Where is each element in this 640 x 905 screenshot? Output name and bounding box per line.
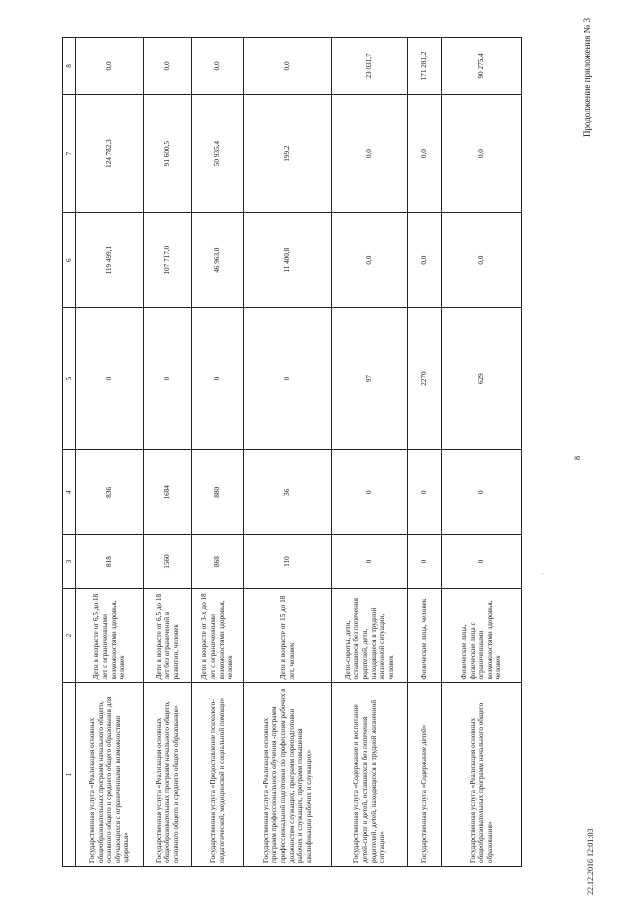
print-datetime: 22.12.2016 12:01:03 xyxy=(586,828,595,895)
cell-value: 0,0 xyxy=(76,38,144,95)
table-row xyxy=(408,38,442,867)
recipient-category: Физические лица, физические лица с ограниченными возможностями здоровья, человек xyxy=(442,588,522,683)
cell-value: 868 xyxy=(192,535,244,588)
page-number: 8 xyxy=(573,456,582,460)
table-row xyxy=(144,38,192,867)
service-name: Государственная услуга «Содержание детей» xyxy=(408,683,442,867)
cell-value: 46 963,0 xyxy=(192,213,244,308)
recipient-category: Дети в возрасте от 15 до 18 лет, человек xyxy=(244,588,332,683)
cell-value: 124 782,3 xyxy=(76,94,144,212)
table-row xyxy=(332,38,408,867)
recipient-category: Физические лица, человек xyxy=(408,588,442,683)
cell-value: 0 xyxy=(442,535,522,588)
service-name: Государственная услуга «Содержание и воспитание детей-сирот и детей, оставшихся без попечения родителей, детей, находящихся в трудной жизненной ситуации» xyxy=(332,683,408,867)
column-header: 2 xyxy=(63,588,76,683)
cell-value: 0,0 xyxy=(408,94,442,212)
cell-value: 0 xyxy=(408,450,442,535)
cell-value: 0,0 xyxy=(244,38,332,95)
cell-value: 23 031,7 xyxy=(332,38,408,95)
table-row xyxy=(244,38,332,867)
column-header: 8 xyxy=(63,38,76,95)
cell-value: 0 xyxy=(332,535,408,588)
cell-value: 0,0 xyxy=(192,38,244,95)
recipient-category: Дети в возрасте от 6,5 до 18 лет без ограничений в развитии, человек xyxy=(144,588,192,683)
cell-value: 836 xyxy=(76,450,144,535)
cell-value: 0,0 xyxy=(332,213,408,308)
cell-value: 0 xyxy=(408,535,442,588)
cell-value: 0 xyxy=(192,308,244,450)
service-name: Государственная услуга «Реализация основных общеобразовательных программ начального общего, основного общего и среднего общего образования для обучающихся с ограниченными возможностями здоровья» xyxy=(76,683,144,867)
service-name: Государственная услуга «Реализация основных общеобразовательных программ начального общего образования» xyxy=(442,683,522,867)
cell-value: 2270 xyxy=(408,308,442,450)
column-header: 1 xyxy=(63,683,76,867)
table-header-row xyxy=(63,38,76,867)
continuation-label: Продолжение приложения № 3 xyxy=(582,18,592,138)
cell-value: 0 xyxy=(442,450,522,535)
table-row xyxy=(442,38,522,867)
table-row xyxy=(192,38,244,867)
service-name: Государственная услуга «Реализация основных программ профессионального обучения -программ профессиональной подготовки по профессиям рабочих в должностям служащих, программ переподготовки рабочих и служащих, программ повышения квалификации рабочих и служащих» xyxy=(244,683,332,867)
cell-value: 0 xyxy=(332,450,408,535)
cell-value: 1560 xyxy=(144,535,192,588)
cell-value: 0,0 xyxy=(408,213,442,308)
cell-value: 0,0 xyxy=(442,94,522,212)
cell-value: 818 xyxy=(76,535,144,588)
column-header: 5 xyxy=(63,308,76,450)
cell-value: 107 717,0 xyxy=(144,213,192,308)
service-name: Государственная услуга «Предоставление психолого-педагогической, медицинской и социальной помощи» xyxy=(192,683,244,867)
cell-value: 880 xyxy=(192,450,244,535)
cell-value: 97 xyxy=(332,308,408,450)
cell-value: 199,2 xyxy=(244,94,332,212)
recipient-category: Дети в возрасте от 3-х до 18 лет с ограниченными возможностями здоровья, человек xyxy=(192,588,244,683)
cell-value: 110 xyxy=(244,535,332,588)
column-header: 6 xyxy=(63,213,76,308)
cell-value: 50 935,4 xyxy=(192,94,244,212)
column-header: 7 xyxy=(63,94,76,212)
cell-value: 0 xyxy=(144,308,192,450)
cell-value: 1684 xyxy=(144,450,192,535)
service-name: Государственная услуга «Реализация основных общеобразовательных программ начального общего, основного общего и среднего общего образования» xyxy=(144,683,192,867)
services-table xyxy=(62,37,522,867)
cell-value: 91 600,5 xyxy=(144,94,192,212)
cell-value: 0,0 xyxy=(332,94,408,212)
recipient-category: Дети в возрасте от 6,5 до 18 лет с ограниченными возможностями здоровья, человек xyxy=(76,588,144,683)
recipient-category: Дети-сироты, дети, оставшиеся без попечения родителей, дети, находящиеся в трудной жизненной ситуации, человек xyxy=(332,588,408,683)
cell-value: 629 xyxy=(442,308,522,450)
cell-value: 36 xyxy=(244,450,332,535)
scan-speck: · xyxy=(540,573,546,575)
cell-value: 0,0 xyxy=(442,213,522,308)
column-header: 3 xyxy=(63,535,76,588)
cell-value: 0 xyxy=(244,308,332,450)
cell-value: 11 400,8 xyxy=(244,213,332,308)
cell-value: 0,0 xyxy=(144,38,192,95)
cell-value: 0 xyxy=(76,308,144,450)
column-header: 4 xyxy=(63,450,76,535)
table-row xyxy=(76,38,144,867)
cell-value: 119 499,1 xyxy=(76,213,144,308)
cell-value: 90 275,4 xyxy=(442,38,522,95)
cell-value: 171 281,2 xyxy=(408,38,442,95)
